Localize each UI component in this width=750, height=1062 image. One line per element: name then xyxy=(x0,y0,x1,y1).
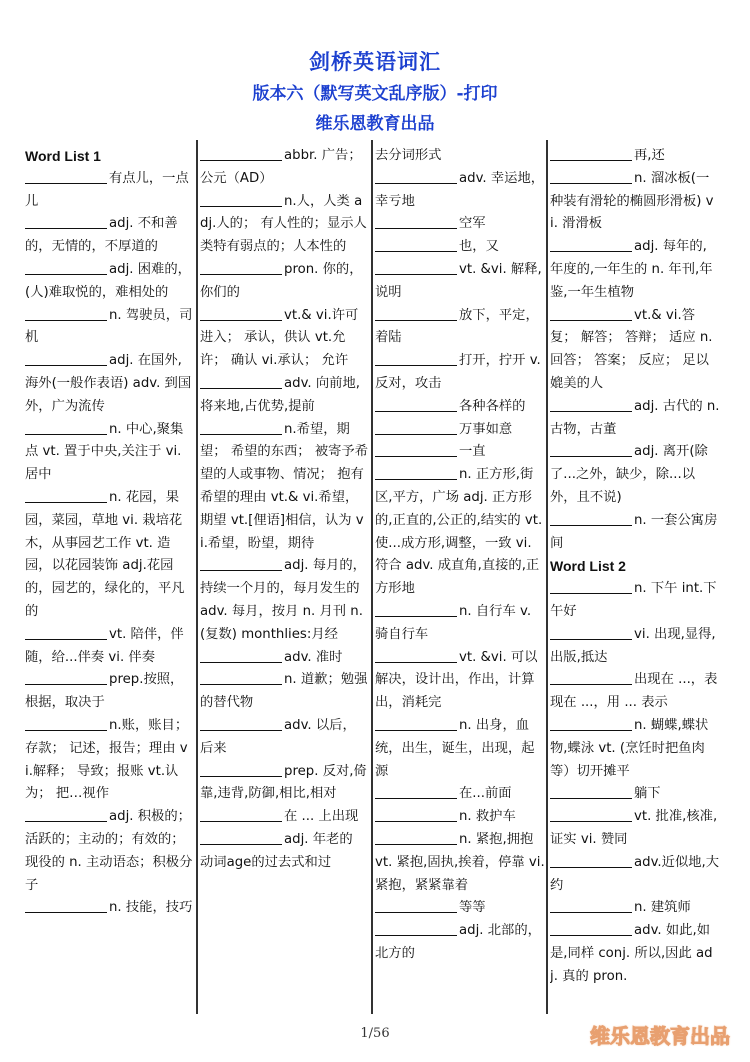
entry-definition: n.账，账目； 存款； 记述，报告；理由 vi.解释； 导致；报账 vt.认为； 把…视作 xyxy=(25,717,189,802)
answer-blank xyxy=(550,669,632,685)
vocab-entry xyxy=(25,305,195,351)
vocab-entry xyxy=(25,806,195,897)
entry-definition: n. 中心,聚集点 vt. 置于中央,关注于 vi. 居中 xyxy=(25,421,184,483)
answer-blank xyxy=(550,145,632,161)
answer-blank xyxy=(375,601,457,617)
answer-blank xyxy=(25,213,107,229)
column-divider xyxy=(196,140,198,1014)
document-subtitle: 版本六（默写英文乱序版）-打印 xyxy=(252,84,498,104)
answer-blank xyxy=(25,259,107,275)
vocab-entry xyxy=(375,783,545,806)
answer-blank xyxy=(25,305,107,321)
page-number: 1/56 xyxy=(360,1026,390,1041)
entry-definition: vi. 出现,显得,出版,抵达 xyxy=(550,626,716,665)
vocab-entry xyxy=(25,715,195,806)
vocab-entry xyxy=(200,715,369,761)
vocab-entry xyxy=(550,578,720,624)
entry-definition: n. 驾驶员，司机 xyxy=(25,307,193,346)
entry-definition: adj. 困难的，(人)难取悦的，难相处的 xyxy=(25,261,191,300)
vocab-column-4 xyxy=(550,145,720,1015)
entry-definition: adv. 向前地,将来地,占优势,提前 xyxy=(200,375,360,414)
entry-definition: pron. 你的，你们的 xyxy=(200,261,363,300)
entry-definition: adj. 每年的,年度的,一年生的 n. 年刊,年鉴,一年生植物 xyxy=(550,239,713,300)
entry-definition: adv. 以后，后来 xyxy=(200,717,356,756)
answer-blank xyxy=(200,761,282,777)
entry-definition: adj. 北部的，北方的 xyxy=(375,923,541,961)
entry-definition: 放下，平定，着陆 xyxy=(375,307,539,346)
column-divider xyxy=(371,140,373,1014)
answer-blank xyxy=(375,783,457,799)
entry-definition: adj. 离开(除了...之外，缺少，除...以外，且不说) xyxy=(550,444,708,505)
vocab-entry xyxy=(550,852,720,898)
entry-definition: n.希望，期望； 希望的东西； 被寄予希望的人或事物、情况； 抱有希望的理由 vt.& vi.希望，期望 vt.[俚语]相信，认为 vi.希望，盼望，期待 xyxy=(200,421,369,551)
entry-definition: vt. 批准,核准,证实 vi. 赞同 xyxy=(550,809,718,847)
vocab-entry xyxy=(25,259,195,305)
answer-blank xyxy=(375,168,457,184)
answer-blank xyxy=(375,829,457,845)
answer-blank xyxy=(200,305,282,321)
answer-blank xyxy=(25,806,107,822)
answer-blank xyxy=(200,373,282,389)
answer-blank xyxy=(375,647,457,663)
vocab-entry xyxy=(200,761,369,807)
answer-blank xyxy=(550,441,632,457)
entry-definition: 出现在 ...，表现在 ...，用 ... 表示 xyxy=(550,672,718,711)
entry-definition: vt. &vi. 解释,说明 xyxy=(375,261,542,300)
vocab-entry xyxy=(200,806,369,829)
vocab-entry xyxy=(550,510,720,556)
vocab-entry xyxy=(375,829,545,897)
vocab-entry xyxy=(200,191,369,259)
vocab-entry xyxy=(200,305,369,373)
entry-definition: n. 技能，技巧 xyxy=(109,900,193,916)
vocab-entry xyxy=(200,829,369,875)
vocab-entry xyxy=(550,305,720,396)
vocab-entry xyxy=(550,783,720,806)
vocab-entry xyxy=(375,396,545,419)
answer-blank xyxy=(550,897,632,913)
answer-blank xyxy=(375,897,457,913)
answer-blank xyxy=(550,920,632,936)
vocab-entry xyxy=(25,419,195,487)
vocab-entry xyxy=(200,669,369,715)
vocab-entry xyxy=(550,441,720,509)
vocab-entry xyxy=(200,555,369,646)
entry-definition: 在 ... 上出现 xyxy=(284,809,359,825)
vocab-entry xyxy=(200,647,369,670)
entry-definition: 去分词形式 xyxy=(375,148,442,163)
document-title: 剑桥英语词汇 xyxy=(309,50,441,74)
vocab-entry xyxy=(25,624,195,670)
vocab-entry xyxy=(375,441,545,464)
vocab-entry xyxy=(375,259,545,305)
answer-blank xyxy=(25,715,107,731)
entry-definition: adj. 不和善的，无情的，不厚道的 xyxy=(25,216,178,255)
answer-blank xyxy=(200,191,282,207)
answer-blank xyxy=(550,806,632,822)
answer-blank xyxy=(375,350,457,366)
answer-blank xyxy=(550,396,632,412)
vocab-entry xyxy=(25,168,195,214)
answer-blank xyxy=(375,305,457,321)
entry-definition: 万事如意 xyxy=(459,421,513,437)
answer-blank xyxy=(25,487,107,503)
entry-definition: n. 道歉；勉强的替代物 xyxy=(200,672,368,711)
vocab-entry xyxy=(550,396,720,442)
vocab-entry xyxy=(25,350,195,418)
answer-blank xyxy=(375,213,457,229)
watermark-logo: 维乐恩教育出品 xyxy=(590,1024,730,1048)
column-divider xyxy=(546,140,548,1014)
entry-definition: n. 下午 int.下午好 xyxy=(550,581,717,619)
vocab-column-3 xyxy=(375,145,545,1015)
answer-blank xyxy=(200,829,282,845)
answer-blank xyxy=(375,806,457,822)
vocab-entry xyxy=(550,236,720,304)
entry-definition: n. 紧抱,拥抱 vt. 紧抱,固执,挨着，停靠 vi. 紧抱，紧紧靠着 xyxy=(375,831,545,893)
vocab-column-1 xyxy=(25,145,195,1015)
entry-definition: 各种各样的 xyxy=(459,398,526,414)
entry-definition: adv. 幸运地，幸亏地 xyxy=(375,170,545,209)
entry-definition: vt.& vi.许可进入； 承认，供认 vt.允许； 确认 vi.承认； 允许 xyxy=(200,307,359,369)
answer-blank xyxy=(200,419,282,435)
answer-blank xyxy=(550,168,632,184)
vocab-entry xyxy=(375,601,545,647)
vocab-entry xyxy=(200,259,369,305)
vocab-entry xyxy=(375,806,545,829)
entry-definition: vt. &vi. 可以解决，设计出，作出，计算出，消耗完 xyxy=(375,649,538,711)
vocab-entry xyxy=(375,213,545,236)
vocab-entry xyxy=(375,647,545,715)
entry-definition: 打开，拧开 v. 反对，攻击 xyxy=(375,353,541,391)
answer-blank xyxy=(550,510,632,526)
answer-blank xyxy=(550,783,632,799)
vocab-entry xyxy=(550,669,720,715)
entry-definition: n.人，人类 adj.人的； 有人性的；显示人类特有弱点的；人本性的 xyxy=(200,193,367,255)
answer-blank xyxy=(200,145,282,161)
answer-blank xyxy=(550,236,632,252)
entry-definition: 再,还 xyxy=(634,148,665,163)
word-list-heading: Word List 2 xyxy=(550,558,626,575)
word-list-heading: Word List 1 xyxy=(25,148,101,164)
vocab-entry xyxy=(375,920,545,966)
vocab-entry xyxy=(375,715,545,783)
vocab-entry xyxy=(550,168,720,236)
entry-definition: 有点儿，一点儿 xyxy=(25,170,189,209)
answer-blank xyxy=(200,259,282,275)
answer-blank xyxy=(25,168,107,184)
vocab-entry xyxy=(25,213,195,259)
vocab-entry xyxy=(200,373,369,419)
vocab-column-2 xyxy=(200,145,369,1015)
publisher-line: 维乐恩教育出品 xyxy=(315,114,435,134)
entry-definition: adj. 古代的 n. 古物，古董 xyxy=(550,398,720,437)
entry-definition: n. 蝴蝶,蝶状物,蝶泳 vt. (烹饪时把鱼肉等）切开摊平 xyxy=(550,717,709,779)
vocab-entry xyxy=(550,806,720,852)
entry-definition: adv. 准时 xyxy=(284,649,343,665)
entry-definition: 在...前面 xyxy=(459,786,512,802)
vocab-entry xyxy=(550,897,720,920)
entry-definition: n. 自行车 v. 骑自行车 xyxy=(375,603,532,642)
answer-blank xyxy=(550,852,632,868)
answer-blank xyxy=(375,715,457,731)
entry-definition: 空军 xyxy=(459,216,486,232)
answer-blank xyxy=(25,350,107,366)
answer-blank xyxy=(550,715,632,731)
answer-blank xyxy=(550,578,632,594)
answer-blank xyxy=(375,236,457,252)
vocab-entry xyxy=(375,305,545,351)
answer-blank xyxy=(200,806,282,822)
vocab-entry xyxy=(375,419,545,442)
answer-blank xyxy=(200,555,282,571)
answer-blank xyxy=(375,920,457,936)
entry-definition: adj. 年老的 动词age的过去式和过 xyxy=(200,831,353,870)
entry-definition: 躺下 xyxy=(634,786,661,802)
entry-definition: prep. 反对,倚靠,违背,防御,相比,相对 xyxy=(200,763,367,802)
vocab-entry xyxy=(25,669,195,715)
vocab-entry xyxy=(375,464,545,601)
answer-blank xyxy=(25,669,107,685)
vocab-entry xyxy=(550,715,720,783)
vocab-entry xyxy=(550,624,720,670)
entry-definition: n. 花园，果园，菜园，草地 vi. 栽培花木，从事园艺工作 vt. 造园，以花园装饰 adj.花园的，园艺的，绿化的，平凡的 xyxy=(25,489,185,619)
answer-blank xyxy=(550,624,632,640)
answer-blank xyxy=(25,624,107,640)
answer-blank xyxy=(25,897,107,913)
answer-blank xyxy=(375,259,457,275)
answer-blank xyxy=(375,419,457,435)
entry-definition: n. 溜冰板(一种装有滑轮的椭圆形滑板) vi. 滑滑板 xyxy=(550,170,714,232)
vocab-entry xyxy=(375,236,545,259)
entry-definition: n. 一套公寓房间 xyxy=(550,512,718,551)
entry-definition: adj. 在国外,海外(一般作表语) adv. 到国外，广为流传 xyxy=(25,353,192,414)
vocab-entry xyxy=(200,419,369,556)
answer-blank xyxy=(375,396,457,412)
entry-definition: 一直 xyxy=(459,444,486,460)
entry-definition: adv.近似地,大约 xyxy=(550,854,720,893)
answer-blank xyxy=(375,464,457,480)
vocab-entry xyxy=(550,145,720,168)
entry-definition: n. 正方形,街区,平方，广场 adj. 正方形的,正直的,公正的,结实的 vt. 使...成方形,调整，一致 vi. 符合 adv. 成直角,直接的,正方形地 xyxy=(375,467,543,597)
vocab-entry xyxy=(375,168,545,214)
entry-definition: prep.按照，根据，取决于 xyxy=(25,672,184,711)
entry-definition: n. 建筑师 xyxy=(634,900,691,916)
entry-definition: vt.& vi.答复； 解答； 答辩； 适应 n.回答； 答案； 反应； 足以媲美的人 xyxy=(550,307,713,391)
entry-definition: adj. 积极的；活跃的；主动的；有效的；现役的 n. 主动语态；积极分子 xyxy=(25,809,193,893)
entry-definition: adj. 每月的，持续一个月的，每月发生的 adv. 每月，按月 n. 月刊 n.(复数) monthlies:月经 xyxy=(200,558,366,642)
answer-blank xyxy=(25,419,107,435)
entry-definition: 等等 xyxy=(459,900,486,916)
vocab-entry xyxy=(25,487,195,624)
vocab-entry xyxy=(200,145,369,191)
answer-blank xyxy=(200,669,282,685)
vocab-entry xyxy=(375,897,545,920)
answer-blank xyxy=(375,441,457,457)
answer-blank xyxy=(200,715,282,731)
entry-definition: n. 救护车 xyxy=(459,809,516,825)
vocab-entry xyxy=(25,897,195,920)
answer-blank xyxy=(200,647,282,663)
entry-definition: n. 出身，血统，出生，诞生，出现，起源 xyxy=(375,717,535,779)
vocab-entry xyxy=(550,920,720,988)
entry-definition: adv. 如此,如是,同样 conj. 所以,因此 adj. 真的 pron. xyxy=(550,923,713,984)
entry-definition: abbr. 广告；公元（AD） xyxy=(200,148,362,186)
entry-definition: vt. 陪伴，伴随，给...伴奏 vi. 伴奏 xyxy=(25,626,184,665)
vocab-entry xyxy=(375,350,545,396)
entry-continuation xyxy=(375,145,545,168)
answer-blank xyxy=(550,305,632,321)
entry-definition: 也，又 xyxy=(459,239,499,255)
